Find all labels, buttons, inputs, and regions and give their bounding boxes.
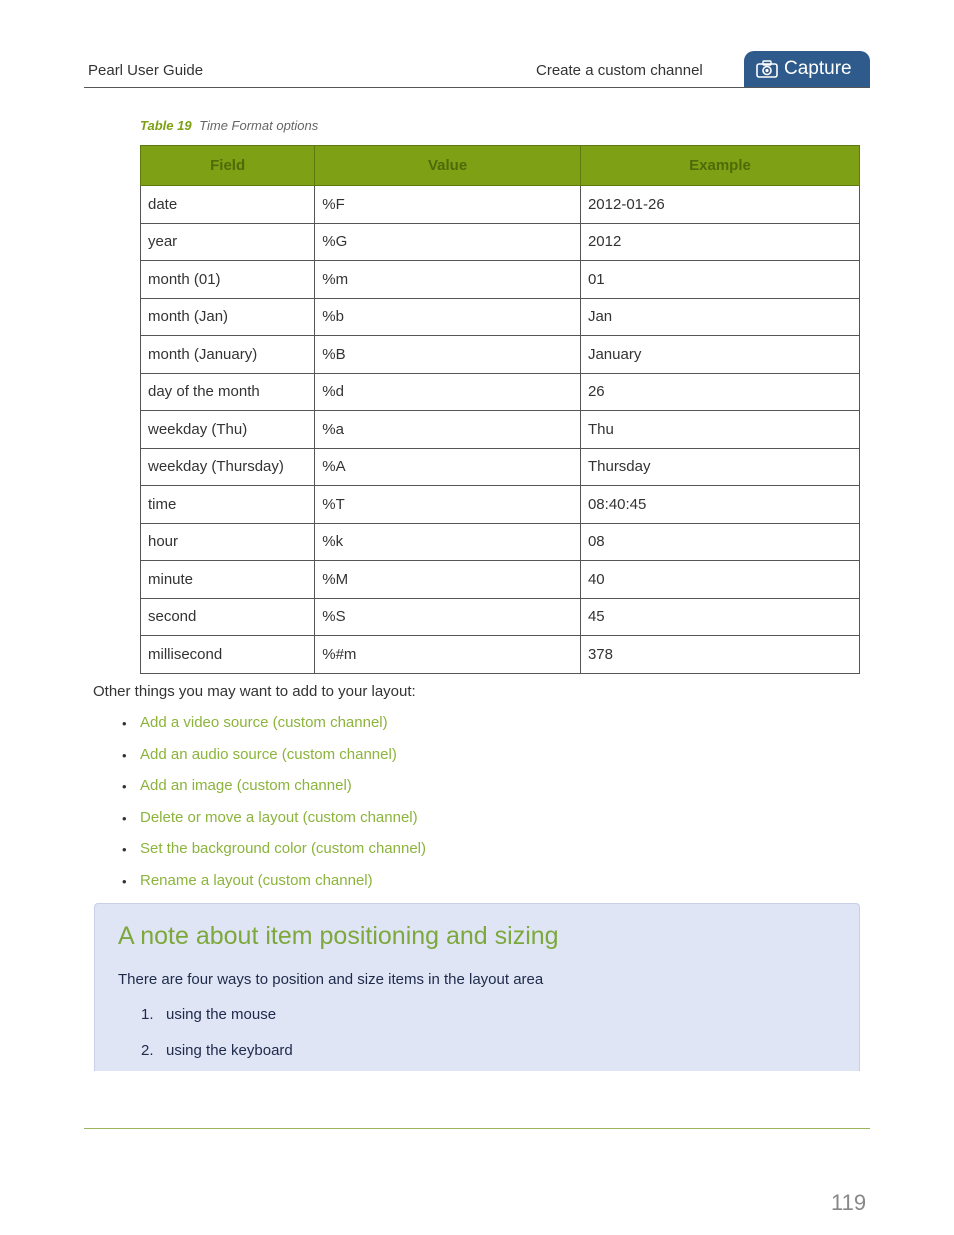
table-caption-number: Table 19: [140, 118, 192, 133]
cell-example: 45: [580, 598, 859, 636]
cell-example: 2012-01-26: [580, 186, 859, 224]
cell-example: 01: [580, 261, 859, 299]
cell-example: Jan: [580, 298, 859, 336]
table-caption-text: Time Format options: [199, 118, 319, 133]
step-text: using the mouse: [166, 1006, 277, 1023]
cell-value: %a: [315, 411, 581, 449]
step-text: using the keyboard: [166, 1042, 293, 1059]
table-row: [141, 336, 860, 374]
related-links-list: [122, 713, 426, 903]
cell-field: minute: [141, 561, 315, 599]
related-link[interactable]: • Set the background color (custom channel): [122, 839, 426, 871]
table-row: [141, 486, 860, 524]
table-row: [141, 598, 860, 636]
cell-field: millisecond: [141, 636, 315, 674]
header-guide-title: Pearl User Guide: [88, 62, 204, 79]
table-row: [141, 411, 860, 449]
related-link[interactable]: • Add a video source (custom channel): [122, 713, 426, 745]
cell-field: time: [141, 486, 315, 524]
cell-field: year: [141, 223, 315, 261]
related-link[interactable]: • Add an image (custom channel): [122, 776, 426, 808]
column-header-field: Field: [141, 146, 315, 186]
cell-value: %k: [315, 523, 581, 561]
cell-example: Thursday: [580, 448, 859, 486]
cell-value: %F: [315, 186, 581, 224]
page-number: 119: [831, 1190, 867, 1215]
cell-value: %m: [315, 261, 581, 299]
note-step: [141, 1042, 293, 1078]
cell-example: Thu: [580, 411, 859, 449]
capture-badge: [744, 51, 870, 87]
column-header-example: Example: [580, 146, 859, 186]
table-body: [141, 186, 860, 674]
cell-value: %G: [315, 223, 581, 261]
cell-value: %T: [315, 486, 581, 524]
cell-value: %B: [315, 336, 581, 374]
cell-field: month (Jan): [141, 298, 315, 336]
cell-value: %b: [315, 298, 581, 336]
cell-field: weekday (Thursday): [141, 448, 315, 486]
cell-field: date: [141, 186, 315, 224]
footer-divider: [84, 1128, 870, 1129]
capture-label: Capture: [784, 58, 852, 79]
cell-field: day of the month: [141, 373, 315, 411]
step-number: 1.: [141, 1006, 154, 1023]
table-row: [141, 448, 860, 486]
cell-value: %d: [315, 373, 581, 411]
note-steps-list: [141, 1006, 293, 1078]
intro-text: Other things you may want to add to your layout:: [93, 683, 416, 700]
table-row: [141, 561, 860, 599]
header-section-title: Create a custom channel: [536, 62, 703, 79]
cell-field: weekday (Thu): [141, 411, 315, 449]
note-box: [94, 903, 860, 1071]
cell-field: month (01): [141, 261, 315, 299]
table-caption: [140, 118, 318, 133]
column-header-value: Value: [315, 146, 581, 186]
note-title: A note about item positioning and sizing: [118, 922, 559, 950]
cell-example: 08:40:45: [580, 486, 859, 524]
related-link[interactable]: • Add an audio source (custom channel): [122, 745, 426, 777]
cell-example: 26: [580, 373, 859, 411]
camera-icon: [756, 60, 778, 78]
cell-example: January: [580, 336, 859, 374]
cell-example: 2012: [580, 223, 859, 261]
cell-value: %#m: [315, 636, 581, 674]
table-header-row: [141, 146, 860, 186]
step-number: 2.: [141, 1042, 154, 1059]
cell-example: 40: [580, 561, 859, 599]
time-format-table: [140, 145, 860, 674]
table-row: [141, 298, 860, 336]
table-row: [141, 186, 860, 224]
table-row: [141, 373, 860, 411]
table-row: [141, 261, 860, 299]
note-body: There are four ways to position and size items in the layout area: [118, 971, 544, 988]
cell-value: %A: [315, 448, 581, 486]
cell-example: 378: [580, 636, 859, 674]
table-row: [141, 223, 860, 261]
cell-field: month (January): [141, 336, 315, 374]
cell-value: %M: [315, 561, 581, 599]
note-step: [141, 1006, 293, 1042]
related-link[interactable]: • Rename a layout (custom channel): [122, 871, 426, 903]
header-divider: [84, 87, 870, 88]
related-link[interactable]: • Delete or move a layout (custom channel): [122, 808, 426, 840]
cell-field: hour: [141, 523, 315, 561]
table-row: [141, 523, 860, 561]
cell-example: 08: [580, 523, 859, 561]
table-row: [141, 636, 860, 674]
cell-value: %S: [315, 598, 581, 636]
cell-field: second: [141, 598, 315, 636]
